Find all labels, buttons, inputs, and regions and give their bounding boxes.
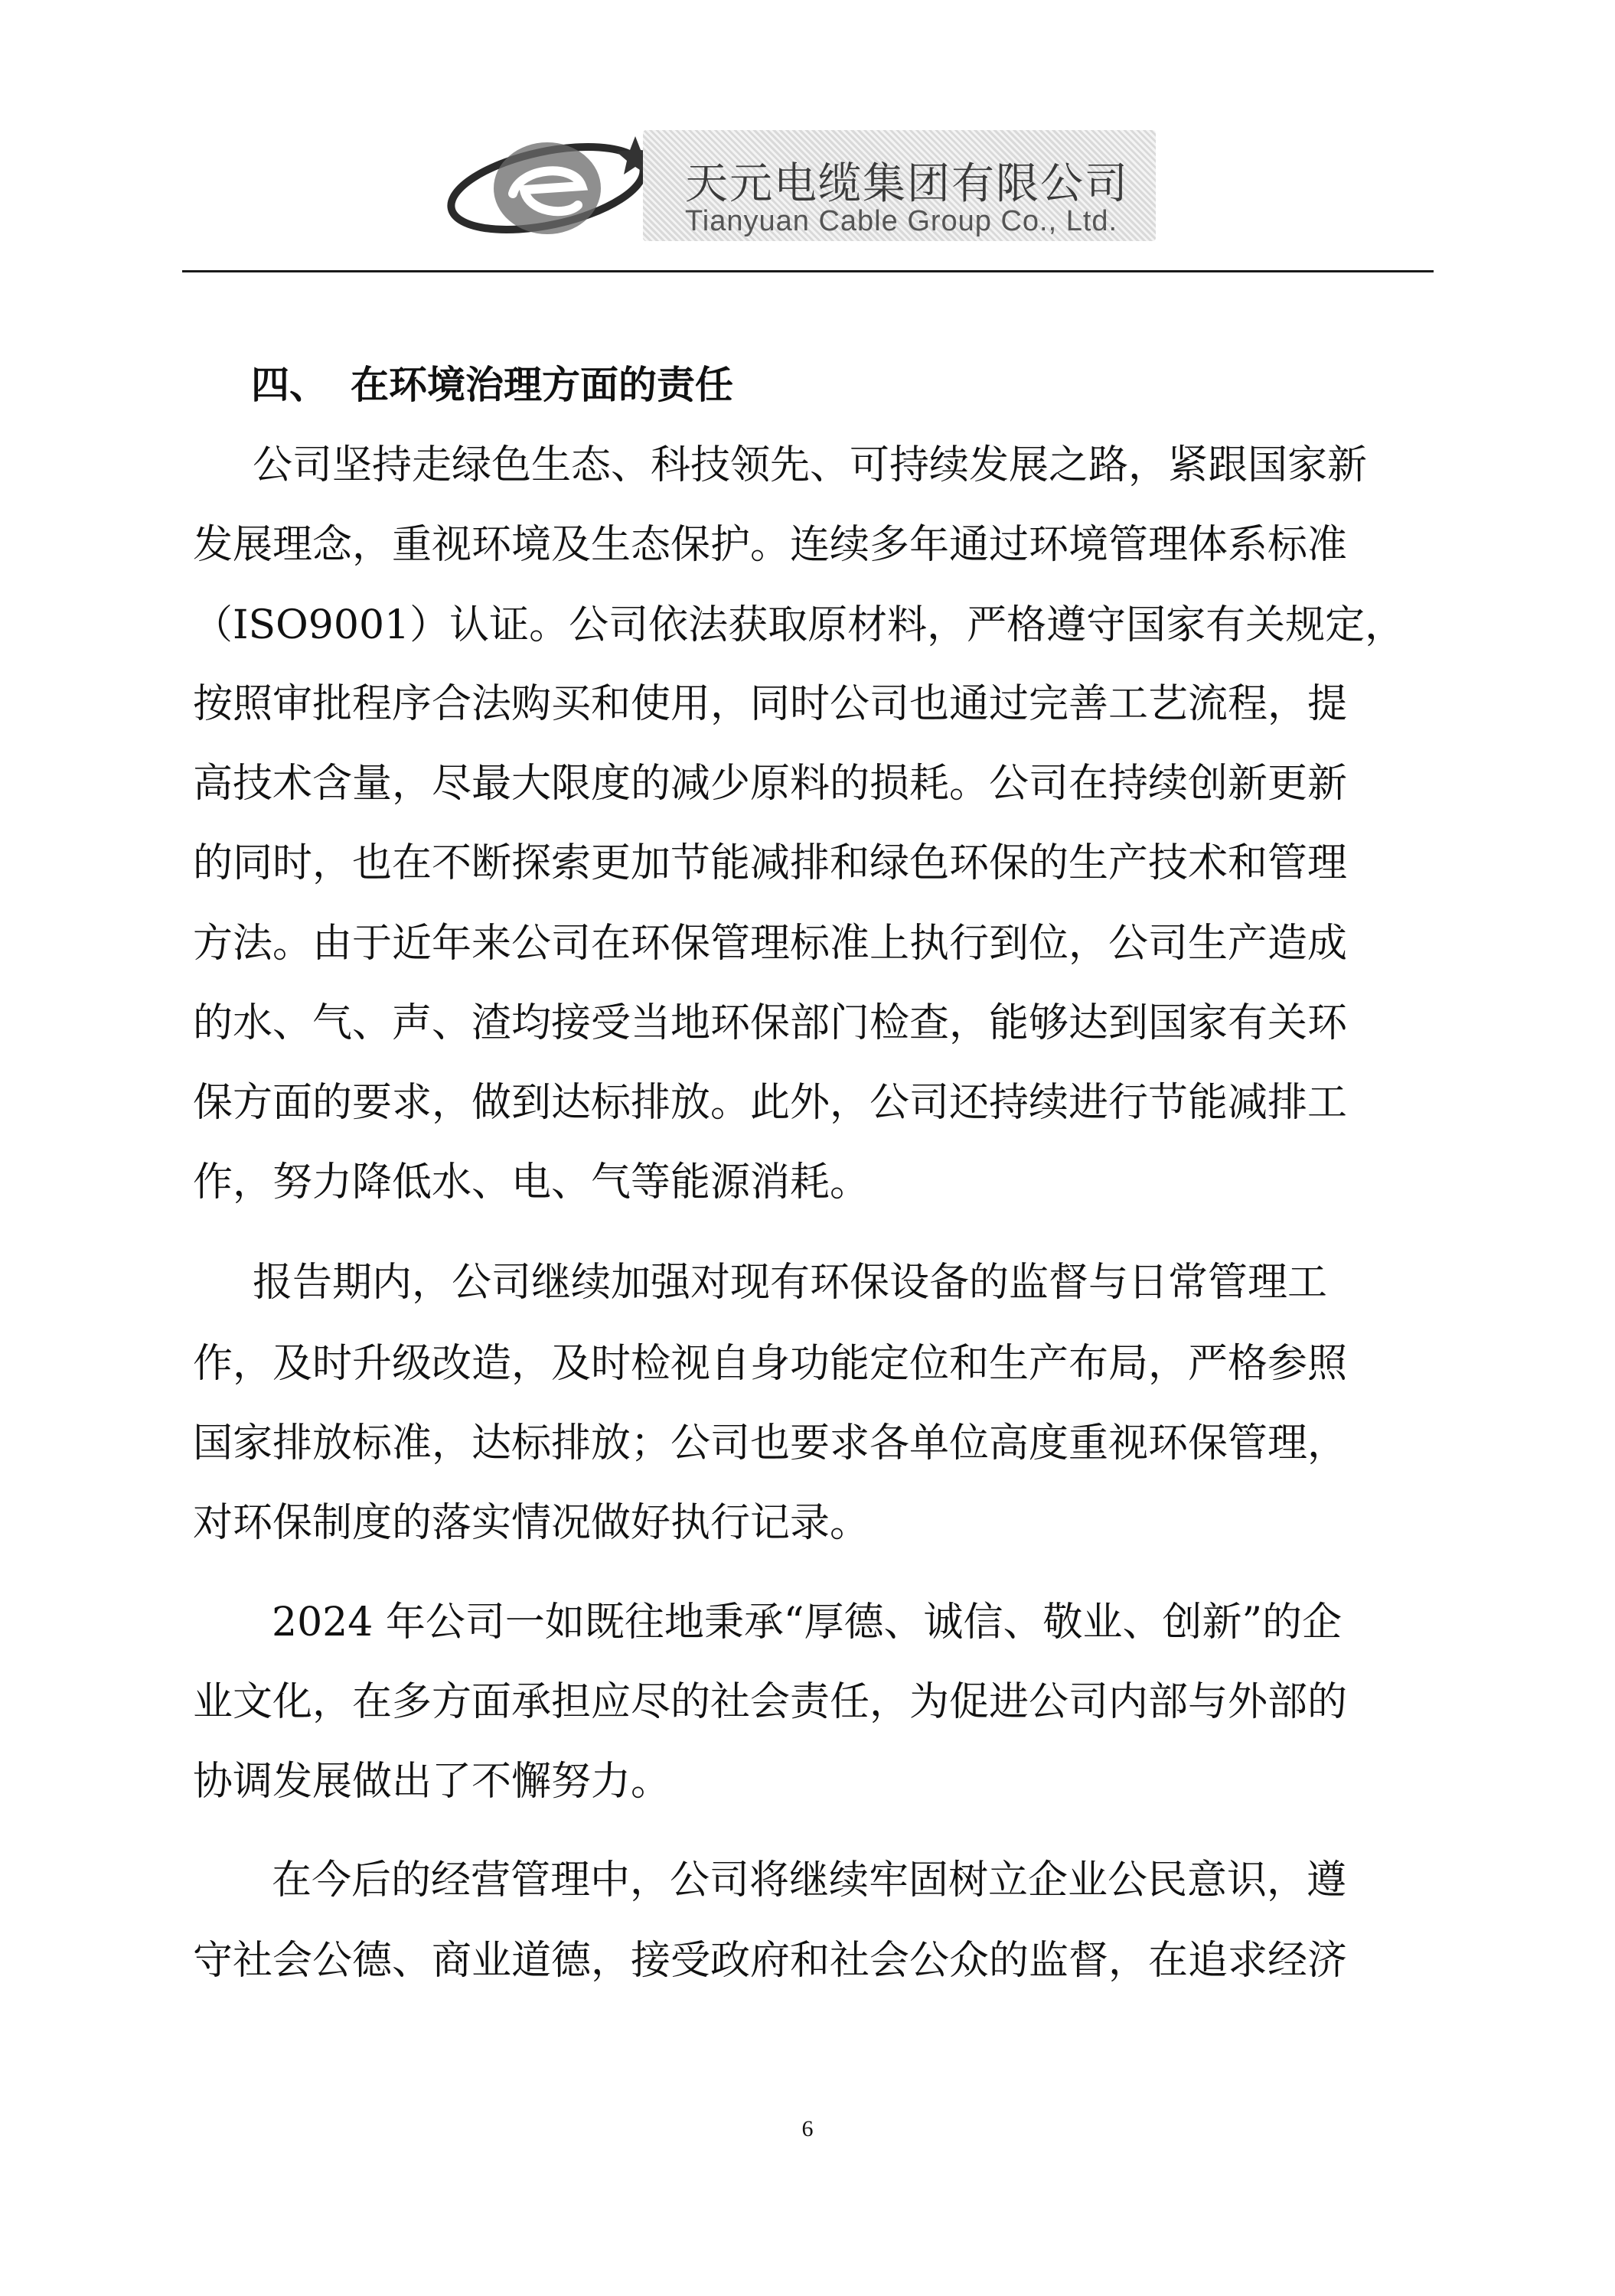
- section-number: 四、: [251, 363, 328, 407]
- text-line: 发展理念，重视环境及生态保护。连续多年通过环境管理体系标准: [193, 522, 1348, 568]
- text-line: 按照审批程序合法购买和使用，同时公司也通过完善工艺流程，提: [193, 681, 1348, 727]
- text-line: 的同时，也在不断探索更加节能减排和绿色环保的生产技术和管理: [193, 840, 1348, 886]
- text-line: 公司坚持走绿色生态、科技领先、可持续发展之路，紧跟国家新: [253, 442, 1368, 488]
- letterhead: [440, 121, 1156, 251]
- text-line: 方法。由于近年来公司在环保管理标准上执行到位，公司生产造成: [193, 921, 1348, 967]
- text-line: 在今后的经营管理中，公司将继续牢固树立企业公民意识，遵: [272, 1857, 1347, 1903]
- text-line: 作，及时升级改造，及时检视自身功能定位和生产布局，严格参照: [193, 1341, 1348, 1387]
- text-line: 的水、气、声、渣均接受当地环保部门检查，能够达到国家有关环: [193, 1000, 1348, 1046]
- text-line: 报告期内，公司继续加强对现有环保设备的监督与日常管理工: [253, 1260, 1328, 1306]
- text-line: 2024 年公司一如既往地秉承“厚德、诚信、敬业、创新”的企: [272, 1600, 1343, 1645]
- section-title: 在环境治理方面的责任: [351, 363, 733, 407]
- text-line: 守社会公德、商业道德，接受政府和社会公众的监督，在追求经济: [193, 1938, 1348, 1984]
- company-logo: [440, 121, 654, 251]
- text-line: 协调发展做出了不懈努力。: [193, 1759, 671, 1805]
- text-line: 高技术含量，尽最大限度的减少原料的损耗。公司在持续创新更新: [193, 761, 1348, 807]
- section-heading: [251, 354, 733, 409]
- text-line: 作，努力降低水、电、气等能源消耗。: [193, 1159, 870, 1205]
- page-number: 6: [801, 2116, 814, 2141]
- text-line: 业文化，在多方面承担应尽的社会责任，为促进公司内部与外部的: [193, 1679, 1348, 1725]
- text-line: 对环保制度的落实情况做好执行记录。: [193, 1500, 870, 1546]
- header-rule: [182, 270, 1434, 272]
- text-line: 保方面的要求，做到达标排放。此外，公司还持续进行节能减排工: [193, 1080, 1348, 1126]
- company-name-en: Tianyuan Cable Group Co., Ltd.: [685, 205, 1118, 237]
- text-line: 国家排放标准，达标排放；公司也要求各单位高度重视环保管理，: [193, 1420, 1348, 1466]
- company-name-cn: 天元电缆集团有限公司: [685, 159, 1129, 209]
- text-line: （ISO9001）认证。公司依法获取原材料，严格遵守国家有关规定，: [193, 602, 1405, 648]
